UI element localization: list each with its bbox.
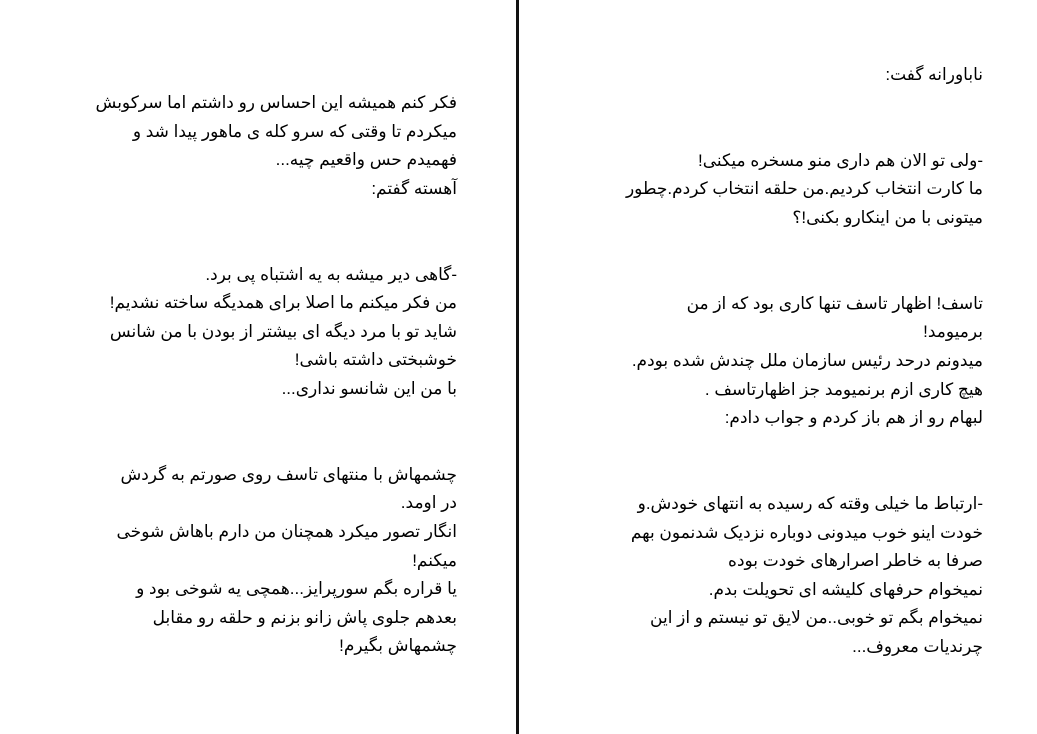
blank-line xyxy=(560,233,983,262)
blank-line xyxy=(20,232,457,261)
text-line: -گاهی دیر میشه به یه اشتباه پی برد. xyxy=(205,264,457,284)
text-line: نمیخوام حرفهای کلیشه ای تحویلت بدم. xyxy=(708,579,983,599)
blank-line xyxy=(560,90,983,119)
text-line: میتونی با من اینکارو بکنی!؟ xyxy=(792,207,983,227)
text-line: -ولی تو الان هم داری منو مسخره میکنی! xyxy=(698,150,983,170)
text-line: میدونم درحد رئیس سازمان ملل چندش شده بودم. xyxy=(631,350,983,370)
blank-line xyxy=(560,118,983,147)
blank-line xyxy=(560,461,983,490)
text-line: نمیخوام بگم تو خوبی..من لایق تو نیستم و از این xyxy=(650,608,983,628)
text-line: فهمیدم حس واقعیم چیه... xyxy=(275,150,457,170)
text-line: در اومد. xyxy=(400,493,457,513)
text-line: با من این شانسو نداری... xyxy=(281,378,457,398)
text-line: تاسف! اظهار تاسف تنها کاری بود که از من xyxy=(686,293,983,313)
text-line: انگار تصور میکرد همچنان من دارم باهاش شوخی xyxy=(116,521,457,541)
text-line: چرندیات معروف... xyxy=(852,636,983,656)
text-line: -ارتباط ما خیلی وقته که رسیده به انتهای خودش.و xyxy=(637,493,983,513)
blank-line xyxy=(560,433,983,462)
text-line: صرفا به خاطر اصرارهای خودت بوده xyxy=(728,551,983,571)
right-page-text xyxy=(560,61,983,661)
text-line: میکنم! xyxy=(412,550,457,570)
text-line: ناباورانه گفت: xyxy=(885,65,983,84)
text-line: برمیومد! xyxy=(923,322,983,342)
text-line: چشمهاش با منتهای تاسف روی صورتم به گردش xyxy=(120,464,457,484)
page-divider xyxy=(516,0,519,734)
text-line: لبهام رو از هم باز کردم و جواب دادم: xyxy=(724,408,983,428)
text-line: آهسته گفتم: xyxy=(371,178,457,198)
text-line: میکردم تا وقتی که سرو کله ی ماهور پیدا شد و xyxy=(132,121,457,141)
text-line: خوشبختی داشته باشی! xyxy=(294,350,457,370)
text-line: خودت اینو خوب میدونی دوباره نزدیک شدنمون بهم xyxy=(630,522,983,542)
text-line: ما کارت انتخاب کردیم.من حلقه انتخاب کردم.چطور xyxy=(625,179,983,199)
blank-line xyxy=(20,432,457,461)
text-line: فکر کنم همیشه این احساس رو داشتم اما سرکوبش xyxy=(95,93,457,112)
text-line: هیچ کاری ازم برنمیومد جز اظهارتاسف . xyxy=(704,379,983,399)
blank-line xyxy=(560,261,983,290)
text-line: شاید تو با مرد دیگه ای بیشتر از بودن با من شانس xyxy=(109,321,457,341)
blank-line xyxy=(20,203,457,232)
blank-line xyxy=(20,404,457,433)
text-line: چشمهاش بگیرم! xyxy=(339,636,457,656)
text-line: بعدهم جلوی پاش زانو بزنم و حلقه رو مقابل xyxy=(152,607,457,627)
text-line: من فکر میکنم ما اصلا برای همدیگه ساخته نشدیم! xyxy=(109,293,457,313)
text-line: یا قراره بگم سورپرایز...همچی یه شوخی بود و xyxy=(136,579,457,599)
left-page-text xyxy=(20,89,457,661)
